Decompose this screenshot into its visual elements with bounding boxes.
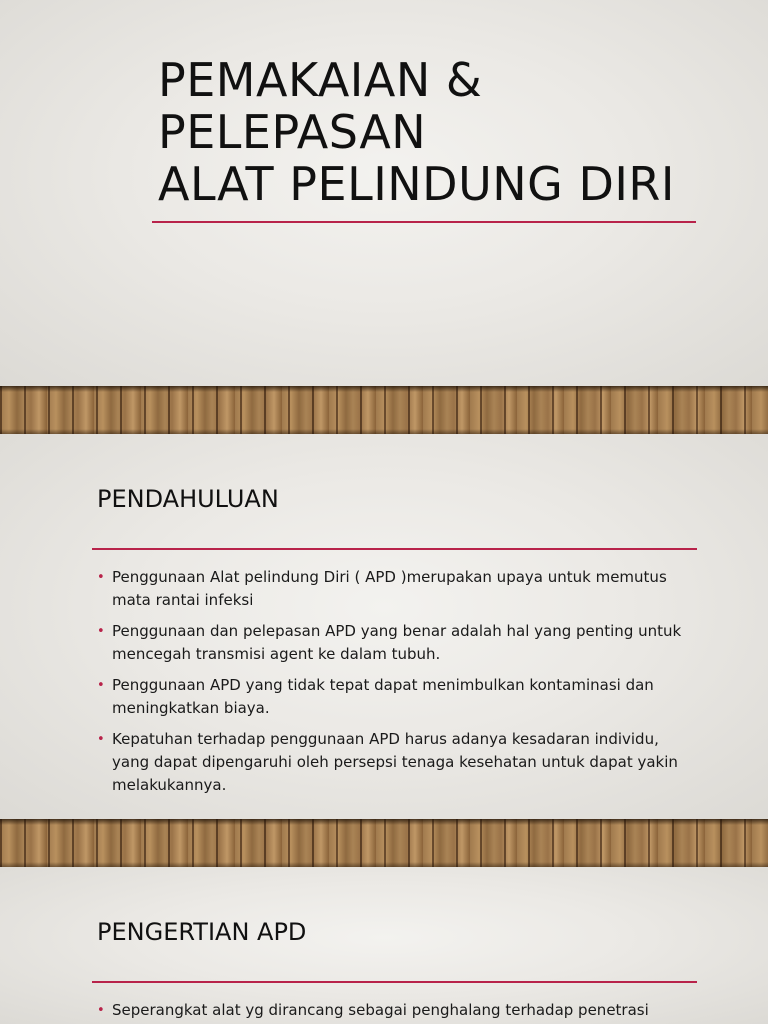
list-item	[97, 999, 697, 1022]
list-item	[97, 674, 697, 720]
section-divider	[92, 981, 697, 983]
bullet-icon: •	[97, 624, 105, 639]
slide-pengertian-apd	[0, 867, 768, 1024]
bullet-text: Penggunaan dan pelepasan APD yang benar adalah hal yang penting untuk mencegah transmisi agent ke dalam tubuh.	[112, 622, 682, 663]
bullet-icon: •	[97, 678, 105, 693]
section-title: PENGERTIAN APD	[97, 918, 307, 946]
title-divider	[152, 221, 696, 223]
list-item	[97, 728, 697, 797]
bullet-text: Penggunaan Alat pelindung Diri ( APD )merupakan upaya untuk memutus mata rantai infeksi	[112, 568, 667, 609]
bullet-text: Penggunaan APD yang tidak tepat dapat menimbulkan kontaminasi dan meningkatkan biaya.	[112, 676, 654, 717]
slide-main-title	[158, 54, 675, 210]
title-line: PEMAKAIAN &	[158, 53, 483, 107]
slide-pendahuluan	[0, 434, 768, 819]
wood-floor-divider	[0, 386, 768, 434]
bullet-icon: •	[97, 1003, 105, 1018]
list-item	[97, 620, 697, 666]
slide-title	[0, 0, 768, 386]
bullet-text: Kepatuhan terhadap penggunaan APD harus adanya kesadaran individu, yang dapat dipengaruhi oleh persepsi tenaga kesehatan untuk dapat yakin melakukannya.	[112, 730, 678, 794]
title-line: PELEPASAN	[158, 105, 427, 159]
section-divider	[92, 548, 697, 550]
list-item	[97, 566, 697, 612]
title-line: ALAT PELINDUNG DIRI	[158, 157, 675, 211]
wood-floor-divider	[0, 819, 768, 867]
bullet-icon: •	[97, 570, 105, 585]
bullet-icon: •	[97, 732, 105, 747]
bullet-list	[97, 566, 697, 805]
bullet-text: Seperangkat alat yg dirancang sebagai penghalang terhadap penetrasi	[112, 1001, 649, 1019]
section-title: PENDAHULUAN	[97, 485, 279, 513]
bullet-list	[97, 999, 697, 1024]
